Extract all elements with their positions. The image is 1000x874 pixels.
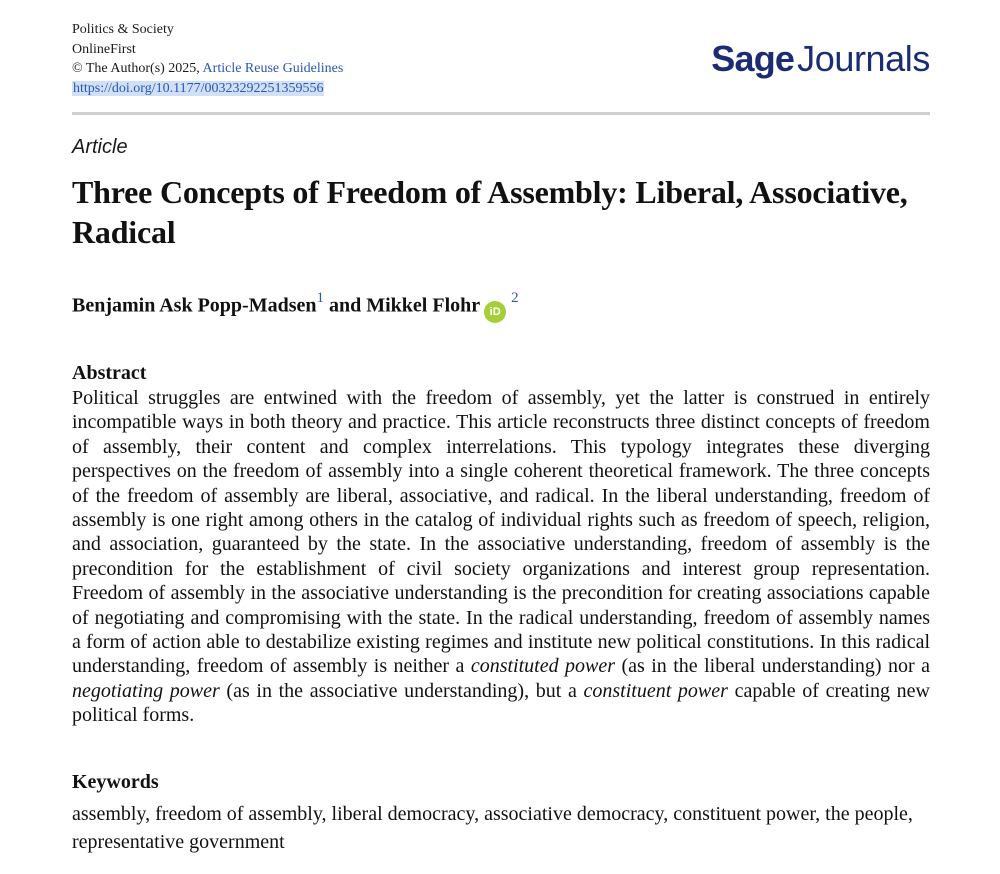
abstract-emphasis: constituted power <box>470 655 616 678</box>
doi-link[interactable]: https://doi.org/10.1177/00323292251359556 <box>73 80 324 96</box>
journal-meta <box>72 20 343 98</box>
author-name[interactable]: Benjamin Ask Popp-Madsen <box>72 294 317 317</box>
abstract-emphasis: constituent power <box>583 679 728 702</box>
header-divider <box>72 112 930 115</box>
abstract-emphasis: negotiating power <box>72 679 220 702</box>
reuse-guidelines-link[interactable]: Article Reuse Guidelines <box>202 61 344 77</box>
affiliation-marker[interactable]: 2 <box>511 290 519 306</box>
keywords-list: assembly, freedom of assembly, liberal democracy, associative democracy, constituent power, the people, representative government <box>72 803 913 853</box>
author-separator: and <box>324 294 367 317</box>
doi-line <box>72 79 343 99</box>
author-list <box>72 292 519 323</box>
article-type-label: Article <box>72 136 128 158</box>
abstract-text: capable of creating new political forms. <box>72 679 930 727</box>
affiliation-marker[interactable]: 1 <box>316 290 324 306</box>
publication-status: OnlineFirst <box>72 41 136 57</box>
logo-word-sage: Sage <box>711 38 795 79</box>
abstract-body <box>72 386 930 728</box>
copyright-text: © The Author(s) 2025, <box>72 61 203 77</box>
sage-journals-logo[interactable] <box>711 38 930 80</box>
abstract-text: (as in the liberal understanding) nor a <box>615 655 931 678</box>
keywords-heading: Keywords <box>72 771 159 793</box>
orcid-icon[interactable]: iD <box>484 301 506 323</box>
abstract-text: (as in the associative understanding), but a <box>219 679 584 702</box>
logo-word-journals: Journals <box>797 38 930 79</box>
journal-name: Politics & Society <box>72 22 174 37</box>
abstract-text: Political struggles are entwined with the freedom of assembly, yet the latter is construed in entirely incompatible ways in both theory and practice. This article reconstructs three distinct concepts of freedom of assembly, their content and complex interrelations. This typology integrates these diverging perspectives on the freedom of assembly into a single coherent theoretical framework. The three concepts of the freedom of assembly are liberal, associative, and radical. In the liberal understanding, freedom of assembly is one right among others in the catalog of individual rights such as freedom of speech, religion, and association, guaranteed by the state. In the associative understanding, freedom of assembly is the precondition for the establishment of civil society organizations and interest group representation. Freedom of assembly in the associative understanding is the precondition for creating associations capable of negotiating and compromising with the state. In the radical understanding, freedom of assembly names a form of action able to destabilize existing regimes and institute new political constitutions. In this radical understanding, freedom of assembly is neither a <box>72 387 930 678</box>
abstract-heading: Abstract <box>72 362 147 384</box>
article-title: Three Concepts of Freedom of Assembly: Liberal, Associative, Radical <box>72 174 908 250</box>
copyright-line <box>72 59 343 79</box>
author-name[interactable]: Mikkel Flohr <box>366 294 481 317</box>
